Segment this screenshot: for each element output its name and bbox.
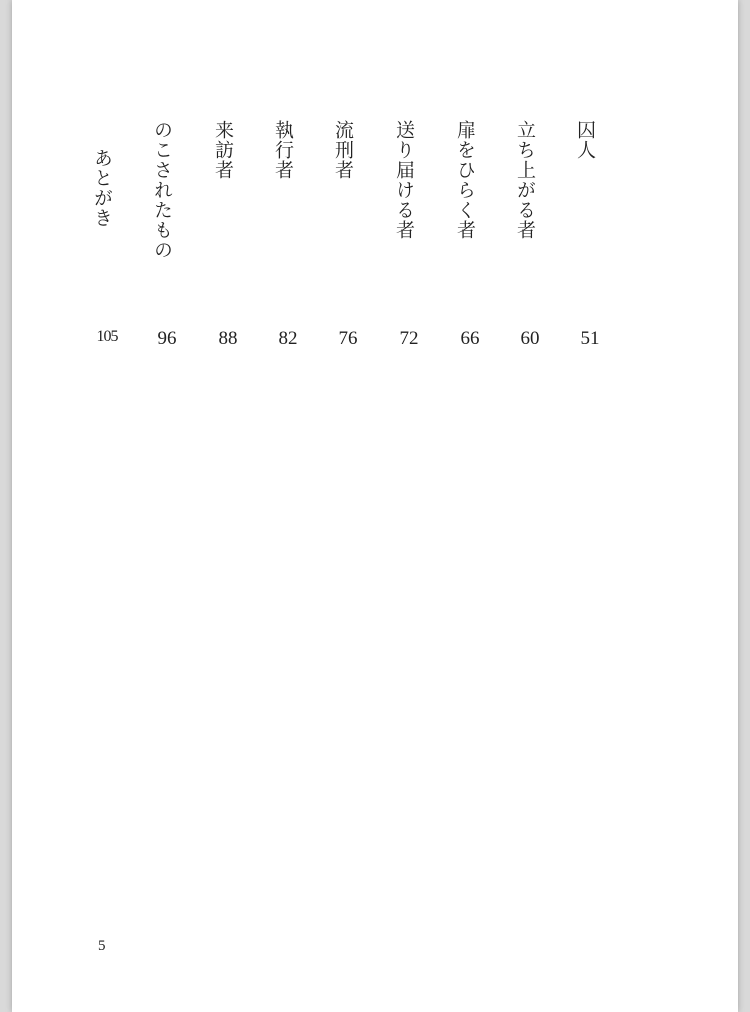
document-page (12, 0, 738, 1012)
toc-entry (510, 120, 550, 360)
toc-entry-title: 囚人 (574, 120, 596, 160)
toc-entry-page: 72 (399, 328, 419, 349)
toc-entry-title: 扉をひらく者 (454, 120, 476, 240)
toc-entry-page: 96 (157, 328, 177, 349)
toc-entry-title: 送り届ける者 (393, 120, 415, 240)
toc-entry-page: 105 (96, 328, 118, 345)
toc-entry (389, 120, 429, 360)
toc-entry-title: 流刑者 (332, 120, 354, 180)
toc-entry (450, 120, 490, 360)
toc-entry-page: 66 (460, 328, 480, 349)
table-of-contents (12, 0, 738, 1012)
toc-entry-title: 執行者 (272, 120, 294, 180)
toc-entry-title: 立ち上がる者 (514, 120, 536, 240)
toc-entry (208, 120, 248, 360)
toc-entry-page: 82 (278, 328, 298, 349)
toc-entry-page: 76 (338, 328, 358, 349)
toc-entry-title: のこされたもの (151, 120, 173, 260)
toc-entry (570, 120, 610, 360)
page-number: 5 (98, 938, 106, 954)
toc-entry-page: 88 (218, 328, 238, 349)
toc-entry (87, 120, 127, 360)
toc-entry-title: 来訪者 (212, 120, 234, 180)
toc-entry (147, 120, 187, 360)
toc-entry-title: あとがき (91, 148, 113, 228)
toc-entry-page: 51 (580, 328, 600, 349)
toc-entry (328, 120, 368, 360)
toc-entry-page: 60 (520, 328, 540, 349)
toc-entry (268, 120, 308, 360)
